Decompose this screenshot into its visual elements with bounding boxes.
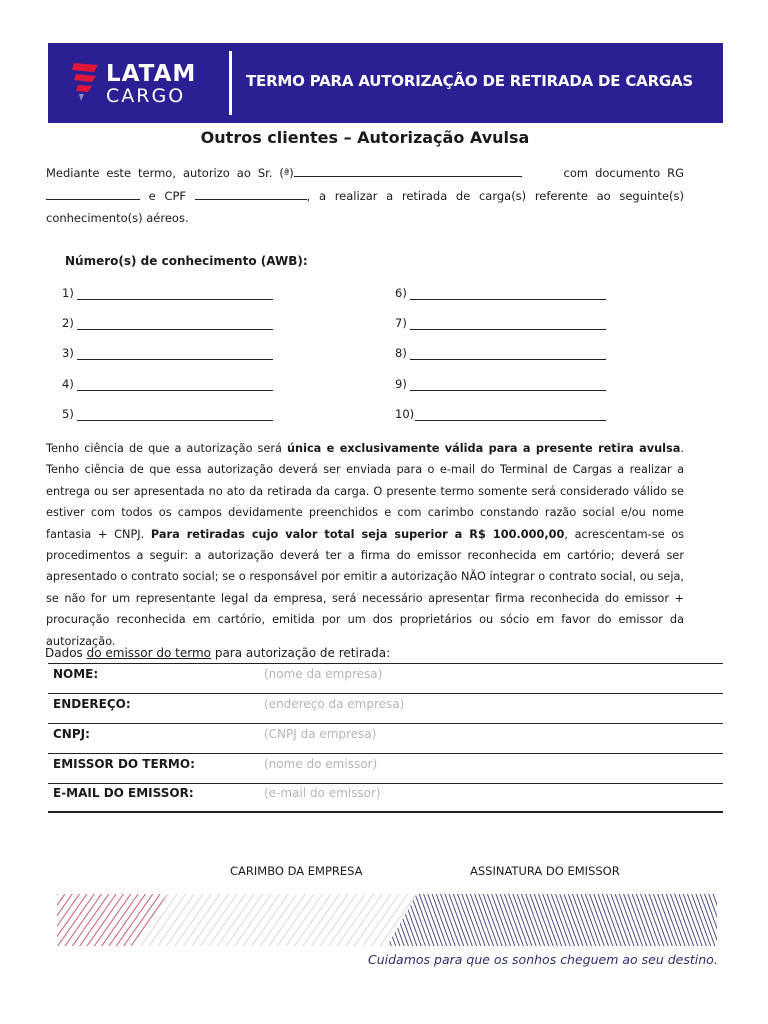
header-banner bbox=[48, 43, 723, 123]
issuer-data-suffix: para autorização de retirada: bbox=[211, 646, 391, 660]
field-input-nome[interactable]: (nome da empresa) bbox=[264, 667, 383, 681]
notice-text: Tenho ciência de que a autorização será bbox=[46, 442, 287, 455]
awb-line[interactable] bbox=[415, 420, 606, 421]
notice-paragraph bbox=[46, 438, 684, 652]
awb-row-1[interactable] bbox=[62, 286, 282, 302]
awb-row-9[interactable] bbox=[395, 377, 615, 393]
awb-number: 9) bbox=[395, 377, 407, 391]
field-label-cnpj: CNPJ: bbox=[53, 727, 90, 741]
issuer-data-label bbox=[45, 646, 390, 660]
document-title: Outros clientes – Autorização Avulsa bbox=[200, 128, 530, 147]
awb-line[interactable] bbox=[77, 329, 273, 330]
awb-line[interactable] bbox=[410, 299, 606, 300]
rg-field[interactable] bbox=[46, 187, 140, 200]
awb-number: 6) bbox=[395, 286, 407, 300]
awb-row-8[interactable] bbox=[395, 346, 615, 362]
field-label-emissor: EMISSOR DO TERMO: bbox=[53, 757, 195, 771]
logo-text: LATAM bbox=[106, 61, 197, 87]
awb-line[interactable] bbox=[77, 390, 273, 391]
field-divider bbox=[48, 783, 723, 784]
field-input-emissor[interactable]: (nome do emissor) bbox=[264, 757, 378, 771]
awb-line[interactable] bbox=[410, 359, 606, 360]
intro-text-4: , a realizar a retirada de carga(s) referente ao seguinte(s) conhecimento(s) aéreos. bbox=[46, 188, 685, 225]
awb-line[interactable] bbox=[77, 299, 273, 300]
notice-bold-text: Para retiradas cujo valor total seja superior a R$ 100.000,00 bbox=[150, 527, 565, 541]
field-divider bbox=[48, 753, 723, 754]
latam-cargo-logo bbox=[68, 57, 218, 109]
notice-text: . Tenho ciência de que essa autorização deverá ser enviada para o e-mail do Terminal de Cargas a realizar a entrega ou ser apresentada no ato da retirada da carga. O presente termo somente será considerado válido se estiver com todos os campos devidamente preenchidos e com carimbo constando razão social e/ou nome fantasia + CNPJ. bbox=[46, 442, 684, 541]
notice-text: , acrescentam-se os procedimentos a seguir: a autorização deverá ter a firma do emissor reconhecida em cartório; deverá ser apresentado o contrato social; se o responsável por emitir a autorização NÃO integrar o contrato social, ou seja, se não for um representante legal da empresa, será necessário apresentar firma reconhecida do emissor + procuração reconhecida em cartório, emitida por um dos proprietários ou sócio em favor do emissor da autorização. bbox=[46, 527, 685, 648]
header-divider bbox=[229, 51, 232, 115]
awb-row-2[interactable] bbox=[62, 316, 282, 332]
issuer-data-underlined: do emissor do termo bbox=[86, 646, 212, 660]
awb-line[interactable] bbox=[77, 359, 273, 360]
awb-number: 3) bbox=[62, 346, 74, 360]
field-input-email[interactable]: (e-mail do emissor) bbox=[264, 786, 381, 800]
field-divider bbox=[48, 693, 723, 694]
awb-row-4[interactable] bbox=[62, 377, 282, 393]
awb-row-6[interactable] bbox=[395, 286, 615, 302]
field-label-nome: NOME: bbox=[53, 667, 99, 681]
field-divider bbox=[48, 811, 723, 813]
awb-number: 8) bbox=[395, 346, 407, 360]
awb-line[interactable] bbox=[77, 420, 273, 421]
awb-number: 5) bbox=[62, 407, 74, 421]
awb-number: 10) bbox=[395, 407, 415, 421]
awb-row-5[interactable] bbox=[62, 407, 282, 423]
awb-number: 1) bbox=[62, 286, 74, 300]
logo-subtext: CARGO bbox=[106, 85, 186, 107]
field-label-email: E-MAIL DO EMISSOR: bbox=[53, 786, 194, 800]
field-divider bbox=[48, 723, 723, 724]
awb-number: 2) bbox=[62, 316, 74, 330]
intro-text-2: com documento RG bbox=[563, 166, 684, 180]
field-divider bbox=[48, 663, 723, 664]
footer-stripes-decoration bbox=[57, 894, 717, 946]
latam-flag-icon bbox=[68, 59, 102, 103]
sr-name-field[interactable] bbox=[294, 164, 522, 177]
notice-bold-text: única e exclusivamente válida para a presente retira avulsa bbox=[287, 442, 681, 455]
field-input-endereco[interactable]: (endereço da empresa) bbox=[264, 697, 405, 711]
footer-tagline: Cuidamos para que os sonhos cheguem ao seu destino. bbox=[368, 952, 718, 967]
intro-text-1: Mediante este termo, autorizo ao Sr. (ª) bbox=[46, 166, 294, 180]
awb-row-7[interactable] bbox=[395, 316, 615, 332]
awb-line[interactable] bbox=[410, 390, 606, 391]
intro-paragraph bbox=[46, 162, 684, 230]
awb-row-10[interactable] bbox=[395, 407, 615, 423]
issuer-signature-label: ASSINATURA DO EMISSOR bbox=[470, 864, 620, 878]
field-label-endereco: ENDEREÇO: bbox=[53, 697, 131, 711]
awb-number: 7) bbox=[395, 316, 407, 330]
awb-number: 4) bbox=[62, 377, 74, 391]
header-title: TERMO PARA AUTORIZAÇÃO DE RETIRADA DE CARGAS bbox=[246, 72, 694, 90]
awb-row-3[interactable] bbox=[62, 346, 282, 362]
intro-text-3: e CPF bbox=[148, 188, 186, 203]
company-stamp-label: CARIMBO DA EMPRESA bbox=[230, 864, 363, 878]
awb-label: Número(s) de conhecimento (AWB): bbox=[65, 254, 308, 268]
awb-line[interactable] bbox=[410, 329, 606, 330]
field-input-cnpj[interactable]: (CNPJ da empresa) bbox=[264, 727, 377, 741]
cpf-field[interactable] bbox=[195, 187, 307, 200]
issuer-data-prefix: Dados bbox=[45, 646, 87, 660]
